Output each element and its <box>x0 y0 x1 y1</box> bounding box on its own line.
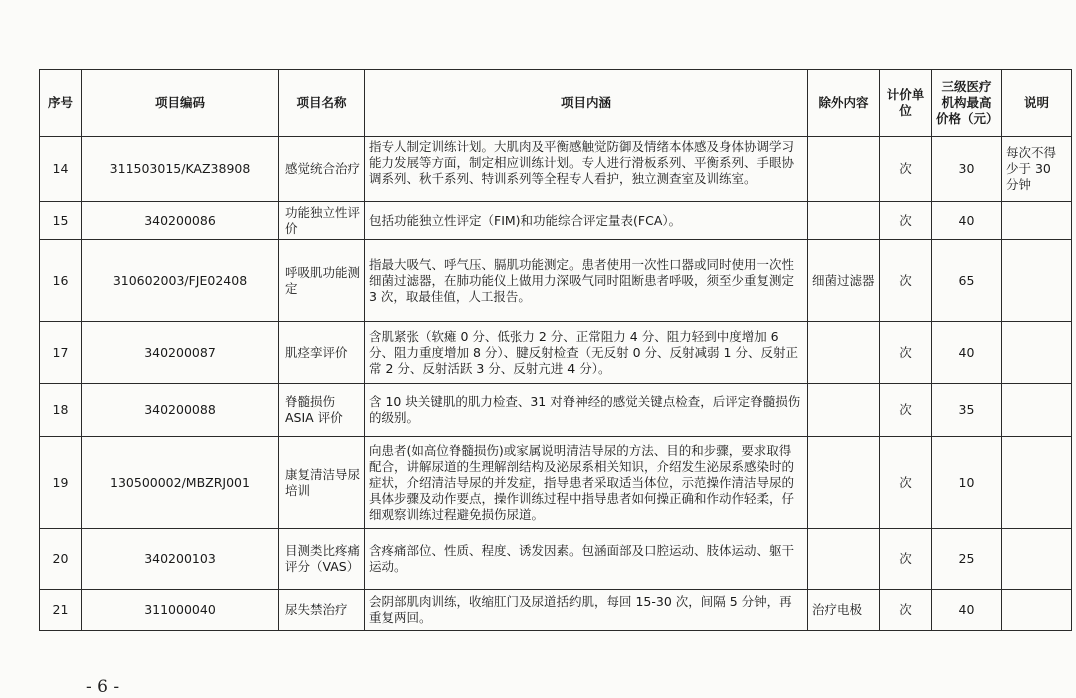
name-cell: 目测类比疼痛评分（VAS） <box>279 529 365 590</box>
header-unit: 计价单位 <box>880 70 932 137</box>
price-table <box>39 69 1072 631</box>
table-row <box>40 202 1072 240</box>
unit-cell: 次 <box>880 202 932 240</box>
unit-cell: 次 <box>880 529 932 590</box>
name-cell: 感觉统合治疗 <box>279 137 365 202</box>
note-cell <box>1002 240 1072 322</box>
unit-cell: 次 <box>880 437 932 529</box>
table-row <box>40 240 1072 322</box>
table-row <box>40 384 1072 437</box>
name-cell: 脊髓损伤 ASIA 评价 <box>279 384 365 437</box>
exclude-cell: 细菌过滤器 <box>808 240 880 322</box>
name-cell: 康复清洁导尿培训 <box>279 437 365 529</box>
header-row <box>40 70 1072 137</box>
seq-cell: 18 <box>40 384 82 437</box>
code-cell: 130500002/MBZRJ001 <box>82 437 279 529</box>
header-code: 项目编码 <box>82 70 279 137</box>
unit-cell: 次 <box>880 590 932 631</box>
table-row <box>40 437 1072 529</box>
code-cell: 310602003/FJE02408 <box>82 240 279 322</box>
note-cell <box>1002 590 1072 631</box>
header-seq: 序号 <box>40 70 82 137</box>
exclude-cell <box>808 137 880 202</box>
exclude-cell <box>808 529 880 590</box>
price-cell: 25 <box>932 529 1002 590</box>
note-cell <box>1002 322 1072 384</box>
price-cell: 40 <box>932 590 1002 631</box>
price-cell: 30 <box>932 137 1002 202</box>
seq-cell: 17 <box>40 322 82 384</box>
unit-cell: 次 <box>880 137 932 202</box>
content-cell: 包括功能独立性评定（FIM)和功能综合评定量表(FCA）。 <box>365 202 808 240</box>
page-number: - 6 - <box>86 677 120 697</box>
table-row <box>40 529 1072 590</box>
price-cell: 65 <box>932 240 1002 322</box>
seq-cell: 14 <box>40 137 82 202</box>
note-cell <box>1002 529 1072 590</box>
note-cell <box>1002 437 1072 529</box>
exclude-cell <box>808 322 880 384</box>
content-cell: 会阴部肌肉训练，收缩肛门及尿道括约肌，每回 15-30 次，间隔 5 分钟，再重复两回。 <box>365 590 808 631</box>
code-cell: 340200087 <box>82 322 279 384</box>
name-cell: 功能独立性评价 <box>279 202 365 240</box>
seq-cell: 21 <box>40 590 82 631</box>
seq-cell: 19 <box>40 437 82 529</box>
name-cell: 呼吸肌功能测定 <box>279 240 365 322</box>
unit-cell: 次 <box>880 322 932 384</box>
price-cell: 40 <box>932 202 1002 240</box>
content-cell: 指专人制定训练计划。大肌肉及平衡感触觉防御及情绪本体感及身体协调学习能力发展等方面，制定相应训练计划。专人进行滑板系列、平衡系列、手眼协调系列、秋千系列、特训系列等全程专人看护，独立测查室及训练室。 <box>365 137 808 202</box>
code-cell: 340200103 <box>82 529 279 590</box>
content-cell: 含肌紧张（软瘫 0 分、低张力 2 分、正常阻力 4 分、阻力轻到中度增加 6 分、阻力重度增加 8 分）、腱反射检查（无反射 0 分、反射减弱 1 分、反射正常 2 分、反射活跃 3 分、反射亢进 4 分）。 <box>365 322 808 384</box>
price-cell: 35 <box>932 384 1002 437</box>
unit-cell: 次 <box>880 240 932 322</box>
seq-cell: 15 <box>40 202 82 240</box>
unit-cell: 次 <box>880 384 932 437</box>
code-cell: 311503015/KAZ38908 <box>82 137 279 202</box>
note-cell: 每次不得少于 30 分钟 <box>1002 137 1072 202</box>
name-cell: 尿失禁治疗 <box>279 590 365 631</box>
note-cell <box>1002 202 1072 240</box>
content-cell: 含疼痛部位、性质、程度、诱发因素。包涵面部及口腔运动、肢体运动、躯干运动。 <box>365 529 808 590</box>
exclude-cell: 治疗电极 <box>808 590 880 631</box>
table-row <box>40 137 1072 202</box>
content-cell: 向患者(如高位脊髓损伤)或家属说明清洁导尿的方法、目的和步骤，要求取得配合，讲解尿道的生理解剖结构及泌尿系相关知识，介绍发生泌尿系感染时的症状，介绍清洁导尿的并发症，指导患者采取适当体位，示范操作清洁导尿的具体步骤及动作要点，操作训练过程中指导患者如何操正确和作动作轻柔，仔细观察训练过程避免损伤尿道。 <box>365 437 808 529</box>
code-cell: 340200088 <box>82 384 279 437</box>
header-name: 项目名称 <box>279 70 365 137</box>
header-note: 说明 <box>1002 70 1072 137</box>
exclude-cell <box>808 437 880 529</box>
code-cell: 311000040 <box>82 590 279 631</box>
header-content: 项目内涵 <box>365 70 808 137</box>
table-row <box>40 590 1072 631</box>
code-cell: 340200086 <box>82 202 279 240</box>
header-exclude: 除外内容 <box>808 70 880 137</box>
name-cell: 肌痉挛评价 <box>279 322 365 384</box>
exclude-cell <box>808 202 880 240</box>
content-cell: 含 10 块关键肌的肌力检查、31 对脊神经的感觉关键点检查，后评定脊髓损伤的级别。 <box>365 384 808 437</box>
seq-cell: 16 <box>40 240 82 322</box>
table-row <box>40 322 1072 384</box>
note-cell <box>1002 384 1072 437</box>
content-cell: 指最大吸气、呼气压、膈肌功能测定。患者使用一次性口器或同时使用一次性细菌过滤器，在肺功能仪上做用力深吸气同时阻断患者呼吸，须至少重复测定 3 次，取最佳值，人工报告。 <box>365 240 808 322</box>
price-cell: 40 <box>932 322 1002 384</box>
price-cell: 10 <box>932 437 1002 529</box>
exclude-cell <box>808 384 880 437</box>
header-price: 三级医疗机构最高价格（元） <box>932 70 1002 137</box>
seq-cell: 20 <box>40 529 82 590</box>
